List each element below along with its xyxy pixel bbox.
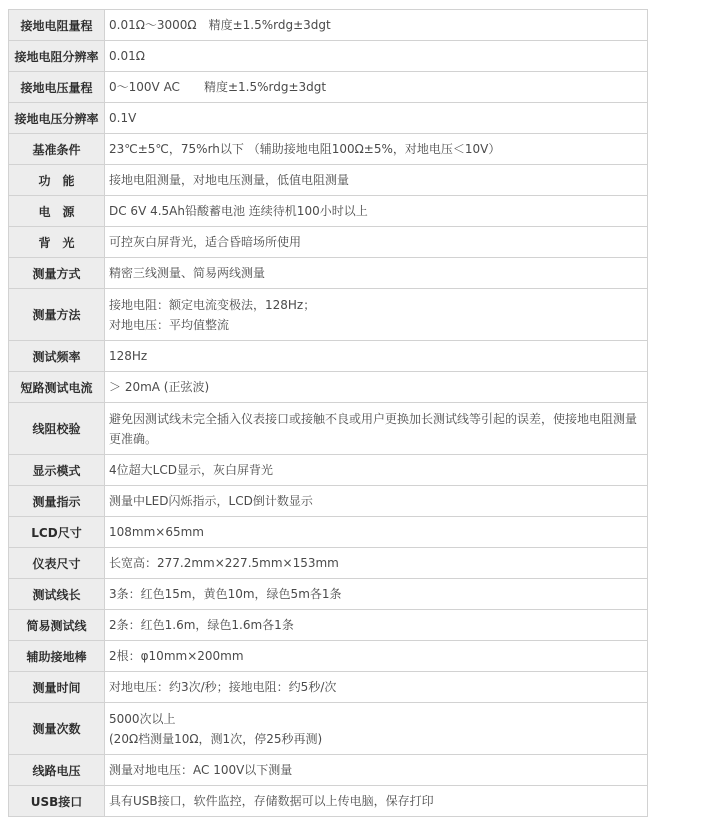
spec-value [105, 165, 648, 196]
spec-label: 接地电阻量程 [9, 10, 105, 41]
spec-row [9, 227, 648, 258]
spec-value-line: 4位超大LCD显示，灰白屏背光 [109, 463, 273, 477]
spec-row [9, 517, 648, 548]
spec-value [105, 258, 648, 289]
spec-value [105, 486, 648, 517]
spec-value [105, 641, 648, 672]
spec-value-line: 0～100V AC 精度±1.5%rdg±3dgt [109, 80, 327, 94]
spec-label: 短路测试电流 [9, 372, 105, 403]
spec-row [9, 786, 648, 817]
spec-value [105, 41, 648, 72]
spec-label: 测量方法 [9, 289, 105, 341]
spec-value [105, 672, 648, 703]
spec-value [105, 134, 648, 165]
spec-value [105, 103, 648, 134]
spec-value-line: 0.01Ω～3000Ω 精度±1.5%rdg±3dgt [109, 18, 331, 32]
spec-value [105, 786, 648, 817]
spec-value [105, 517, 648, 548]
spec-value-line: 对地电压：平均值整流 [109, 317, 230, 332]
spec-value-line: 3条：红色15m，黄色10m，绿色5m各1条 [109, 587, 342, 601]
spec-row [9, 41, 648, 72]
spec-label: 测试频率 [9, 341, 105, 372]
spec-row [9, 486, 648, 517]
spec-value-line: 0.1V [109, 111, 137, 125]
spec-label: 基准条件 [9, 134, 105, 165]
spec-value [105, 372, 648, 403]
spec-row [9, 641, 648, 672]
spec-value-line: 避免因测试线未完全插入仪表接口或接触不良或用户更换加长测试线等引起的误差，使接地电阻测量更准确。 [109, 411, 638, 446]
spec-value-line: 2根：φ10mm×200mm [109, 649, 244, 663]
spec-value [105, 341, 648, 372]
spec-row [9, 289, 648, 341]
spec-label: 线路电压 [9, 755, 105, 786]
spec-value [105, 403, 648, 455]
spec-value-line: 23℃±5℃，75%rh以下 （辅助接地电阻100Ω±5%，对地电压＜10V） [109, 142, 501, 156]
spec-value [105, 455, 648, 486]
spec-label: 测试线长 [9, 579, 105, 610]
spec-label: LCD尺寸 [9, 517, 105, 548]
spec-label: 简易测试线 [9, 610, 105, 641]
spec-value [105, 610, 648, 641]
spec-value-line: 接地电阻：额定电流变极法，128Hz； [109, 297, 316, 312]
spec-label: 接地电阻分辨率 [9, 41, 105, 72]
spec-value-line: 精密三线测量、简易两线测量 [109, 266, 266, 280]
spec-value-line: 108mm×65mm [109, 525, 204, 539]
spec-label: 线阻校验 [9, 403, 105, 455]
spec-value-line: 可控灰白屏背光，适合昏暗场所使用 [109, 235, 302, 249]
spec-value-line: DC 6V 4.5Ah铅酸蓄电池 连续待机100小时以上 [109, 204, 368, 218]
spec-label: 测量次数 [9, 703, 105, 755]
spec-value-line: 接地电阻测量，对地电压测量，低值电阻测量 [109, 173, 350, 187]
spec-value [105, 227, 648, 258]
spec-label: USB接口 [9, 786, 105, 817]
spec-label: 测量时间 [9, 672, 105, 703]
spec-label: 辅助接地棒 [9, 641, 105, 672]
spec-value [105, 10, 648, 41]
spec-table [8, 9, 648, 817]
spec-row [9, 10, 648, 41]
spec-value-line: 5000次以上 [109, 711, 176, 726]
spec-label: 接地电压分辨率 [9, 103, 105, 134]
spec-value-line: 2条：红色1.6m，绿色1.6m各1条 [109, 618, 294, 632]
spec-value [105, 196, 648, 227]
spec-value [105, 703, 648, 755]
spec-row [9, 103, 648, 134]
spec-label: 测量指示 [9, 486, 105, 517]
spec-row [9, 548, 648, 579]
spec-value [105, 755, 648, 786]
spec-row [9, 579, 648, 610]
spec-label: 测量方式 [9, 258, 105, 289]
spec-value-line: (20Ω档测量10Ω，测1次，停25秒再测) [109, 731, 323, 746]
spec-row [9, 258, 648, 289]
spec-row [9, 610, 648, 641]
spec-value-line: 测量对地电压：AC 100V以下测量 [109, 763, 293, 777]
spec-table-body [9, 10, 648, 817]
spec-value-line: 测量中LED闪烁指示，LCD倒计数显示 [109, 494, 313, 508]
spec-row [9, 703, 648, 755]
spec-value [105, 289, 648, 341]
spec-value-line: 128Hz [109, 349, 148, 363]
spec-value [105, 579, 648, 610]
spec-row [9, 672, 648, 703]
spec-row [9, 165, 648, 196]
spec-value-line: ＞ 20mA (正弦波) [109, 380, 210, 394]
spec-row [9, 134, 648, 165]
spec-row [9, 372, 648, 403]
spec-value [105, 548, 648, 579]
spec-value-line: 0.01Ω [109, 49, 145, 63]
spec-label: 仪表尺寸 [9, 548, 105, 579]
spec-value-line: 具有USB接口，软件监控，存储数据可以上传电脑，保存打印 [109, 794, 434, 808]
spec-value [105, 72, 648, 103]
spec-value-line: 长宽高：277.2mm×227.5mm×153mm [109, 556, 339, 570]
spec-label: 显示模式 [9, 455, 105, 486]
spec-row [9, 196, 648, 227]
spec-row [9, 755, 648, 786]
spec-label: 接地电压量程 [9, 72, 105, 103]
spec-label: 电 源 [9, 196, 105, 227]
spec-label: 背 光 [9, 227, 105, 258]
spec-row [9, 72, 648, 103]
spec-row [9, 403, 648, 455]
spec-row [9, 455, 648, 486]
spec-label: 功 能 [9, 165, 105, 196]
spec-row [9, 341, 648, 372]
spec-value-line: 对地电压：约3次/秒；接地电阻：约5秒/次 [109, 680, 337, 694]
